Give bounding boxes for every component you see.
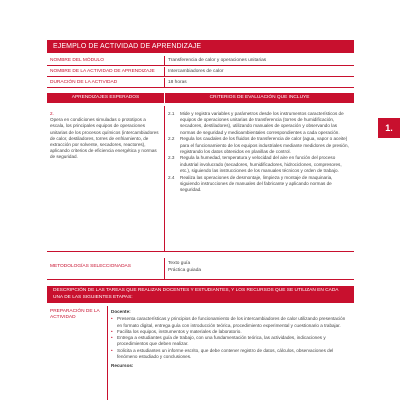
info-row-duracion: [47, 78, 354, 88]
preparacion-content: [107, 306, 354, 400]
page-number-tab: 1.: [378, 118, 400, 138]
info-value: 18 horas: [164, 78, 354, 87]
descripcion-heading: DESCRIPCIÓN DE LAS TAREAS QUE REALIZAN DOCENTES Y ESTUDIANTES, Y LOS RECURSOS QUE SE UTILIZAN EN CADA UNA DE LAS SIGUIENTES ETAPAS:: [47, 286, 354, 303]
metodologias-row: [47, 258, 354, 280]
aprendizaje-criterios-block: [47, 106, 354, 252]
metodologias-label: METODOLOGÍAS SELECCIONADAS: [50, 264, 131, 269]
criterio-text: Regula los caudales de los fluidos de transferencia de calor (agua, vapor o aceite) para el funcionamiento de los equipos industriales mediante medidores de presión, registrando los datos obtenidos en planillas de control.: [180, 136, 349, 154]
activity-header: EJEMPLO DE ACTIVIDAD DE APRENDIZAJE: [47, 40, 354, 53]
info-row-actividad: [47, 67, 354, 77]
criterio-number: 2.2: [168, 136, 175, 142]
criterio-text: Mide y registra variables y parámetros desde los instrumentos característicos de equipos de operaciones unitarias de transferencia (torres de humidificación, secadores, destiladores), utilizando manuales de operación y observando las normas de seguridad y medioambientales correspondientes a cada operación.: [180, 111, 344, 135]
preparacion-block: [47, 306, 354, 400]
metodologia-item: Texto guía: [168, 261, 191, 266]
bullet-icon: •: [111, 347, 113, 353]
docente-heading: Docente:: [111, 309, 131, 314]
criterio-number: 2.3: [168, 155, 175, 161]
criterios-heading: CRITERIOS DE EVALUACIÓN QUE INCLUYE: [165, 93, 354, 103]
bullet-icon: •: [111, 328, 113, 334]
criterio-item: [168, 111, 351, 136]
list-item-text: Facilita los equipos, instrumentos y materiales de laboratorio.: [117, 328, 242, 334]
list-item: [111, 316, 351, 329]
list-item-text: Presenta características y principios de funcionamiento de los intercambiadores de calor utilizando presentación en formato digital, entrega guía con introducción teórica, procedimiento experimental y cuestionario a trabajar.: [117, 316, 346, 328]
aprendizaje-number: 2.: [50, 111, 54, 116]
list-item-text: Entrega a estudiantes guía de trabajo, con una fundamentación teórica, las actividades, indicaciones y procedimientos que deben realizar.: [117, 335, 326, 347]
criterios-cell: [164, 106, 354, 251]
metodologia-item: Práctica guiada: [168, 268, 202, 273]
aprendizaje-cell: [47, 106, 164, 251]
metodologias-values: [164, 258, 354, 279]
info-label: DURACIÓN DE LA ACTIVIDAD: [50, 80, 118, 85]
info-value: Intercambiadores de calor: [164, 67, 354, 76]
criterio-item: [168, 155, 351, 174]
bullet-icon: •: [111, 316, 113, 322]
aprendizaje-text: Opera en condiciones simuladas o prototipos a escala, los principales equipos de operaciones unitarias de los procesos químicos (intercambiadores de calor, destiladores, torres de enfriamiento, de extracción por solvente, secadores, reactores), aplicando criterios de eficiencia energética y normas de seguridad.: [50, 117, 159, 160]
list-item-text: Solicita a estudiantes un informe escrito, que debe contener registro de datos, cálculos, observaciones del fenómeno estudiado y conclusiones.: [117, 347, 334, 360]
aprendizajes-heading: APRENDIZAJES ESPERADOS: [47, 93, 164, 103]
info-label: NOMBRE DE LA ACTIVIDAD DE APRENDIZAJE: [50, 69, 155, 74]
info-row-modulo: [47, 56, 354, 66]
criterio-text: Realiza las operaciones de desmontaje, limpieza y montaje de maquinaria, siguiendo instrucciones de manuales del fabricante y aplicando normas de seguridad.: [180, 174, 333, 192]
section-band: [47, 93, 354, 103]
list-item: [111, 348, 351, 361]
recursos-heading: Recursos:: [111, 363, 134, 369]
criterio-text: Regula la humedad, temperatura y velocidad del aire en función del proceso industrial involucrado (secadores, humidificadores, hidrociclones, compresores, etc.), siguiendo las instrucciones de los manuales técnicos y orden de trabajo.: [180, 155, 342, 173]
criterio-item: [168, 136, 351, 155]
preparacion-label: PREPARACIÓN DE LA ACTIVIDAD: [50, 309, 100, 321]
criterio-number: 2.4: [168, 174, 175, 180]
criterio-number: 2.1: [168, 111, 175, 116]
list-item: [111, 335, 351, 348]
info-label: NOMBRE DEL MÓDULO: [50, 58, 104, 63]
bullet-icon: •: [111, 335, 113, 341]
info-value: Transferencia de calor y operaciones unitarias: [164, 56, 354, 65]
criterio-item: [168, 175, 351, 194]
